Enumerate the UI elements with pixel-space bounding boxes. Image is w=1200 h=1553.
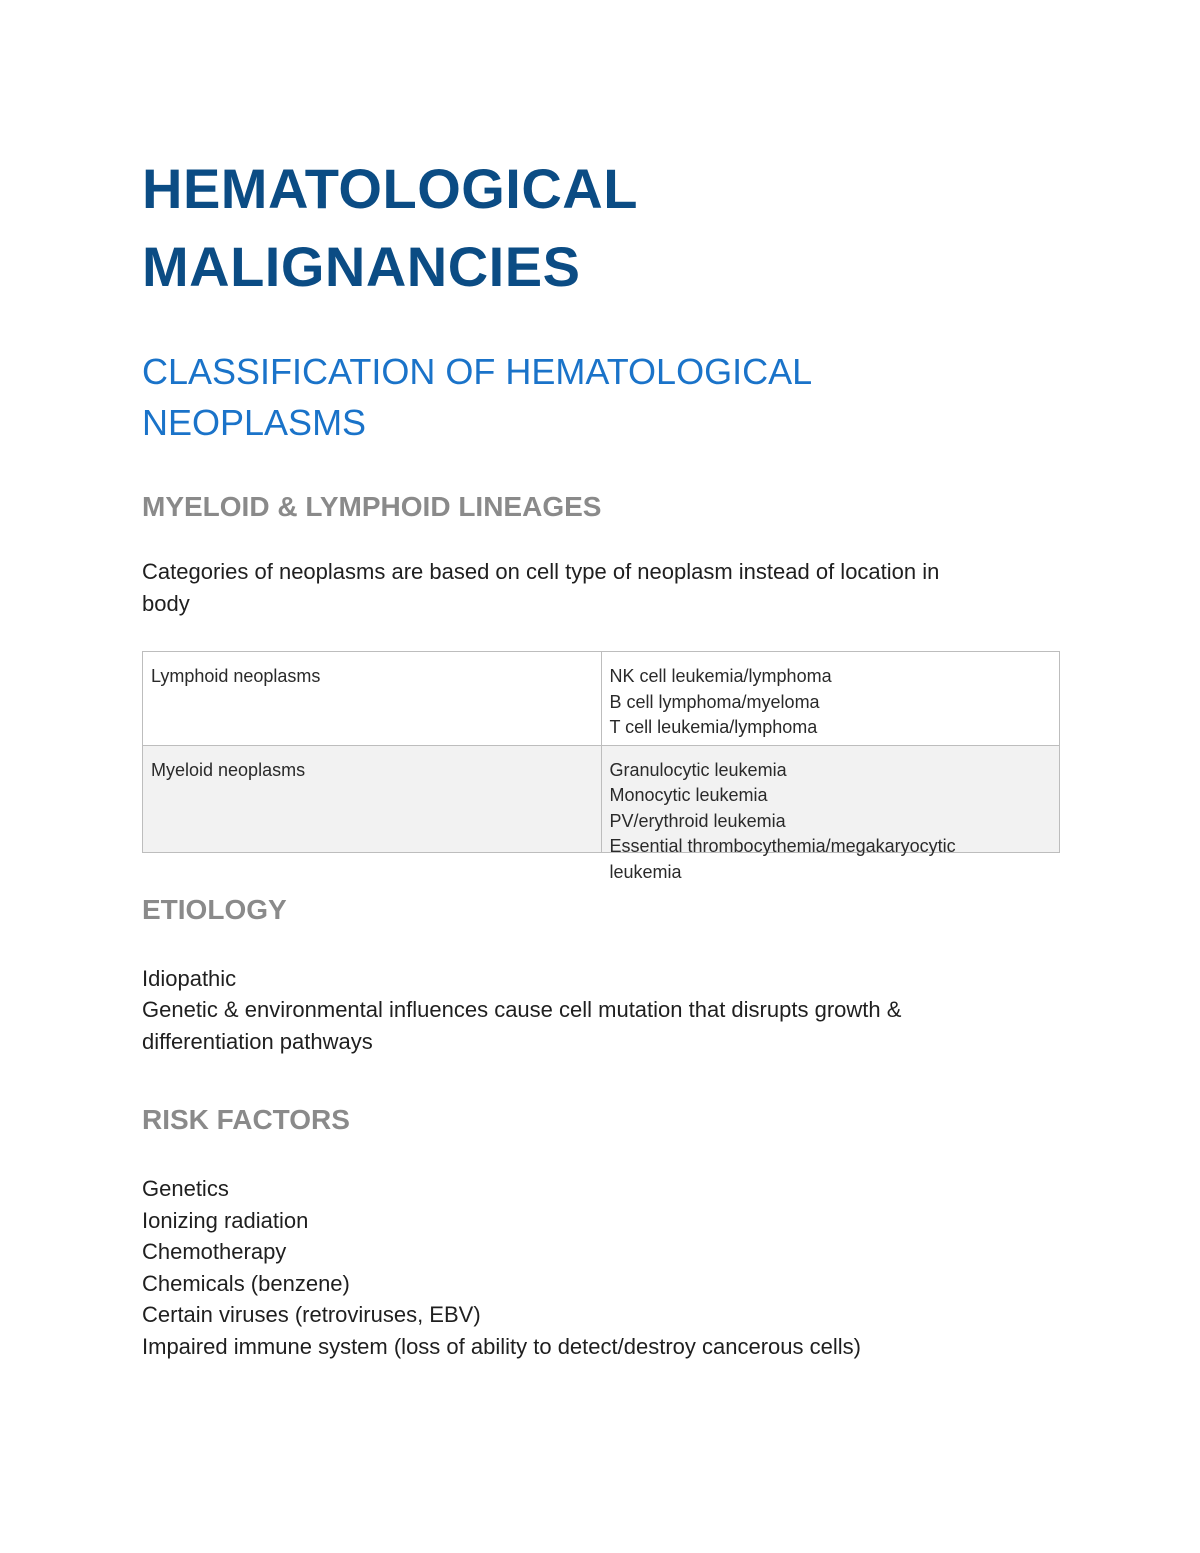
risk-factor-item: Ionizing radiation <box>142 1207 309 1233</box>
page-title <box>142 150 1060 306</box>
list-item: leukemia <box>609 861 682 882</box>
list-item: Essential thrombocythemia/megakaryocytic <box>609 836 956 856</box>
page-title-line-2: MALIGNANCIES <box>142 235 581 298</box>
heading-lineages: MYELOID & LYMPHOID LINEAGES <box>142 491 602 522</box>
etiology-line: differentiation pathways <box>142 1028 373 1054</box>
section-title-line-2: NEOPLASMS <box>142 402 367 443</box>
risk-factor-item: Chemicals (benzene) <box>142 1270 350 1296</box>
table-cell-label <box>143 652 602 746</box>
cell-clip <box>609 758 1052 882</box>
table-cell-items <box>601 652 1060 746</box>
list-item: NK cell leukemia/lymphoma <box>609 666 832 686</box>
table-cell-label <box>143 745 602 852</box>
risk-factor-item: Certain viruses (retroviruses, EBV) <box>142 1302 481 1327</box>
paragraph-lineages <box>142 556 1060 619</box>
paragraph-etiology <box>142 963 1060 1058</box>
list-item: Monocytic leukemia <box>609 785 768 805</box>
page-title-line-1: HEMATOLOGICAL <box>142 157 638 220</box>
paragraph-lineages-line-2: body <box>142 590 190 616</box>
list-item: PV/erythroid leukemia <box>609 810 786 831</box>
table-cell-items <box>601 745 1060 882</box>
table-row-myeloid <box>143 745 1060 852</box>
section-title-classification <box>142 346 1060 448</box>
etiology-line: Genetic & environmental influences cause cell mutation that disrupts growth & <box>142 997 902 1022</box>
etiology-line: Idiopathic <box>142 965 237 991</box>
label-lymphoid-neoplasms: Lymphoid neoplasms <box>151 666 321 686</box>
heading-risk-factors: RISK FACTORS <box>142 1104 350 1135</box>
risk-factor-item: Impaired immune system (loss of ability to detect/destroy cancerous cells) <box>142 1333 861 1359</box>
risk-factor-item: Chemotherapy <box>142 1239 287 1264</box>
section-title-line-1: CLASSIFICATION OF HEMATOLOGICAL <box>142 351 813 392</box>
table-row-lymphoid <box>143 652 1060 746</box>
list-item: T cell leukemia/lymphoma <box>609 717 818 737</box>
label-myeloid-neoplasms: Myeloid neoplasms <box>151 759 306 780</box>
paragraph-lineages-line-1: Categories of neoplasms are based on cell type of neoplasm instead of location in <box>142 559 940 584</box>
list-item: B cell lymphoma/myeloma <box>609 691 820 712</box>
list-item: Granulocytic leukemia <box>609 759 787 780</box>
heading-etiology: ETIOLOGY <box>142 893 287 925</box>
risk-factor-item: Genetics <box>142 1176 229 1201</box>
cell-clip <box>151 758 593 852</box>
neoplasm-table <box>142 651 1060 882</box>
document-page <box>142 150 1060 1362</box>
list-risk-factors <box>142 1173 1060 1362</box>
